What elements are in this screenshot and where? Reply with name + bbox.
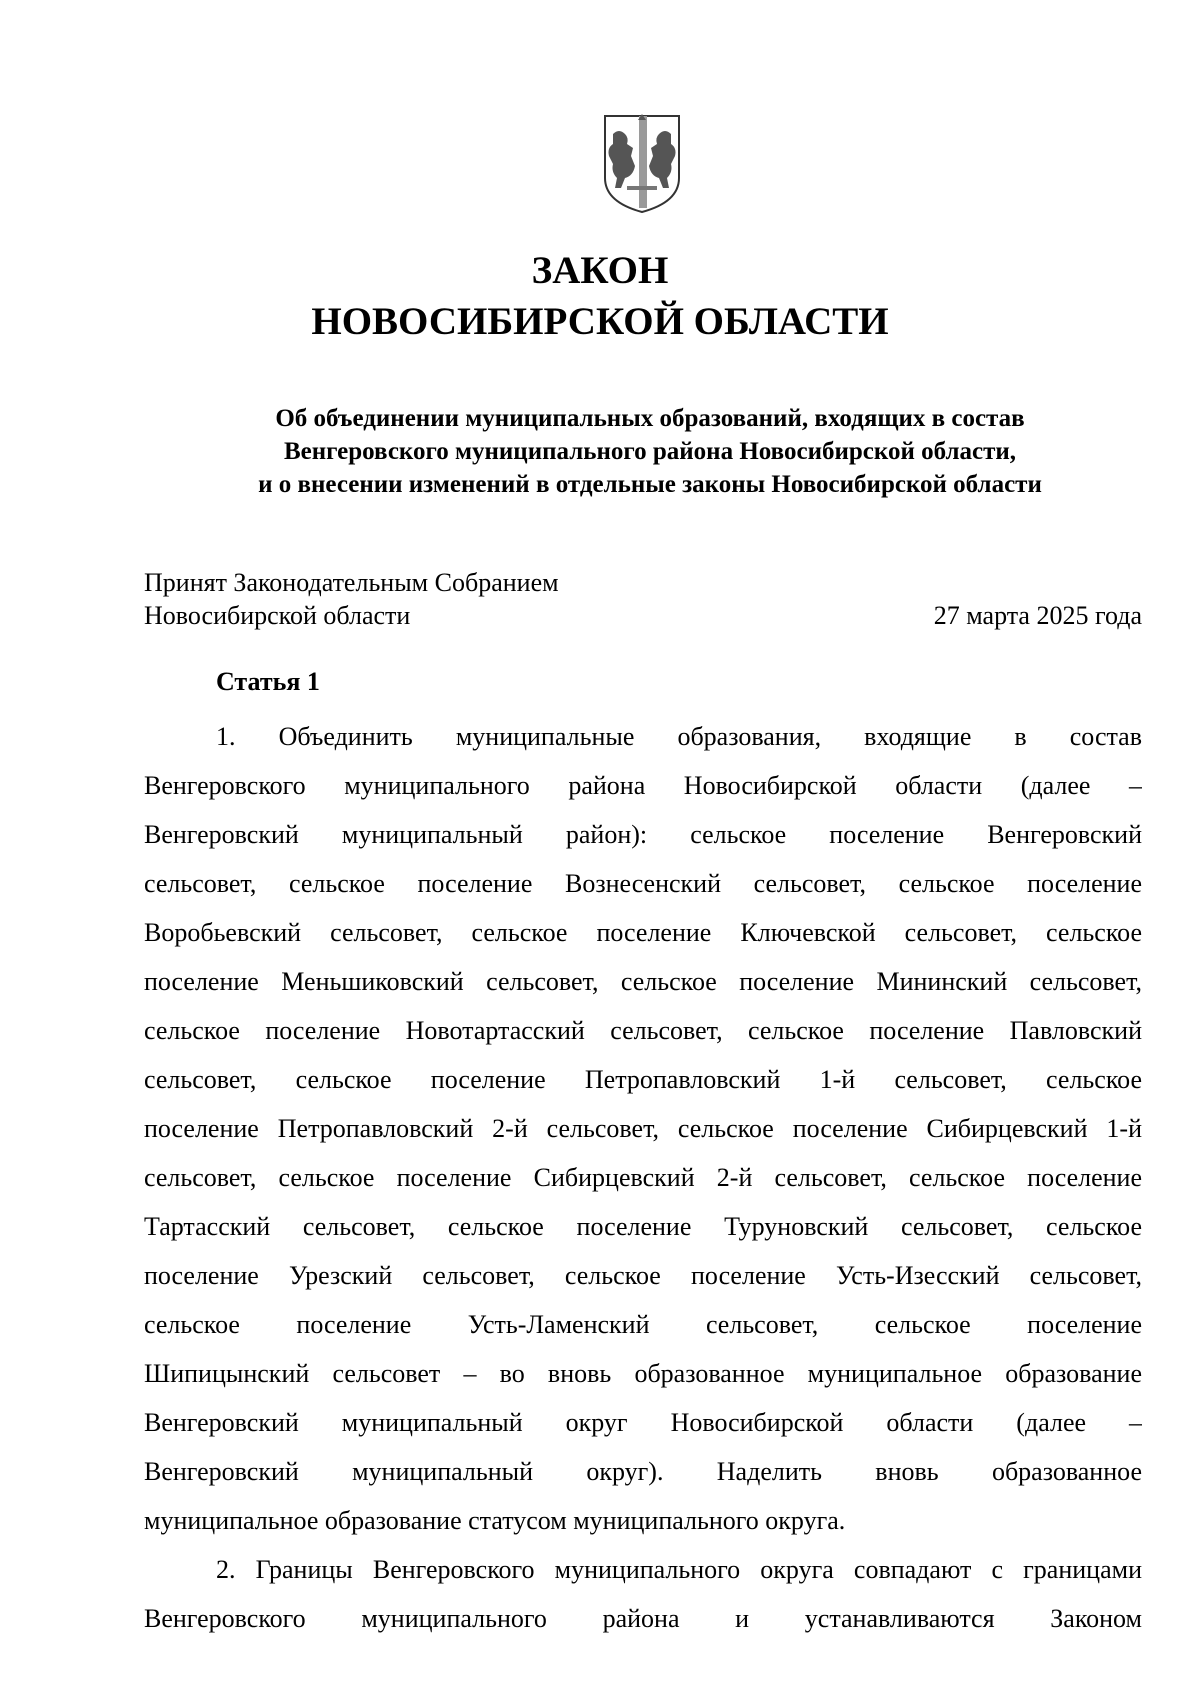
body-line: поселение Урезский сельсовет, сельское поселение Усть-Изесский сельсовет, — [144, 1261, 1142, 1290]
body-line: 1. Объединить муниципальные образования, входящие в состав — [216, 722, 1142, 751]
body-line: сельское поселение Усть-Ламенский сельсовет, сельское поселение — [144, 1310, 1142, 1339]
body-line: сельсовет, сельское поселение Петропавловский 1-й сельсовет, сельское — [144, 1065, 1142, 1094]
subject-line-3: и о внесении изменений в отдельные законы Новосибирской области — [258, 471, 1042, 498]
law-subject-title — [150, 402, 1150, 501]
body-line: поселение Петропавловский 2-й сельсовет, сельское поселение Сибирцевский 1-й — [144, 1114, 1142, 1143]
novosibirsk-coat-of-arms-icon — [601, 112, 683, 215]
body-line: Шипицынский сельсовет – во вновь образованное муниципальное образование — [144, 1359, 1142, 1388]
adoption-line-1: Принят Законодательным Собранием — [144, 568, 559, 597]
body-line: Венгеровский муниципальный округ Новосибирской области (далее – — [144, 1408, 1142, 1437]
subject-line-2: Венгеровского муниципального района Новосибирской области, — [283, 438, 1017, 465]
body-line: Венгеровский муниципальный округ). Наделить вновь образованное — [144, 1457, 1142, 1486]
body-line: муниципальное образование статусом муниципального округа. — [144, 1506, 846, 1535]
subject-line-1: Об объединении муниципальных образований, входящих в состав — [275, 405, 1025, 432]
article-1-heading: Статья 1 — [216, 667, 320, 696]
adoption-line-2: Новосибирской области — [144, 601, 411, 630]
adoption-block — [144, 566, 1142, 632]
body-line: сельское поселение Новотартасский сельсовет, сельское поселение Павловский — [144, 1016, 1142, 1045]
body-line: сельсовет, сельское поселение Вознесенский сельсовет, сельское поселение — [144, 869, 1142, 898]
body-line: Венгеровский муниципальный район): сельское поселение Венгеровский — [144, 820, 1142, 849]
body-line: сельсовет, сельское поселение Сибирцевский 2-й сельсовет, сельское поселение — [144, 1163, 1142, 1192]
law-title-line-1: ЗАКОН — [531, 249, 669, 292]
article-1-body — [144, 712, 1142, 1643]
body-line: Венгеровского муниципального района и устанавливаются Законом — [144, 1604, 1142, 1633]
law-title-line-2: НОВОСИБИРСКОЙ ОБЛАСТИ — [311, 300, 889, 343]
body-line: Венгеровского муниципального района Новосибирской области (далее – — [144, 771, 1142, 800]
body-line: Тартасский сельсовет, сельское поселение Туруновский сельсовет, сельское — [144, 1212, 1142, 1241]
body-line: 2. Границы Венгеровского муниципального округа совпадают с границами — [216, 1555, 1142, 1584]
body-line: поселение Меньшиковский сельсовет, сельское поселение Мининский сельсовет, — [144, 967, 1142, 996]
body-line: Воробьевский сельсовет, сельское поселение Ключевской сельсовет, сельское — [144, 918, 1142, 947]
adoption-date: 27 марта 2025 года — [933, 601, 1142, 630]
